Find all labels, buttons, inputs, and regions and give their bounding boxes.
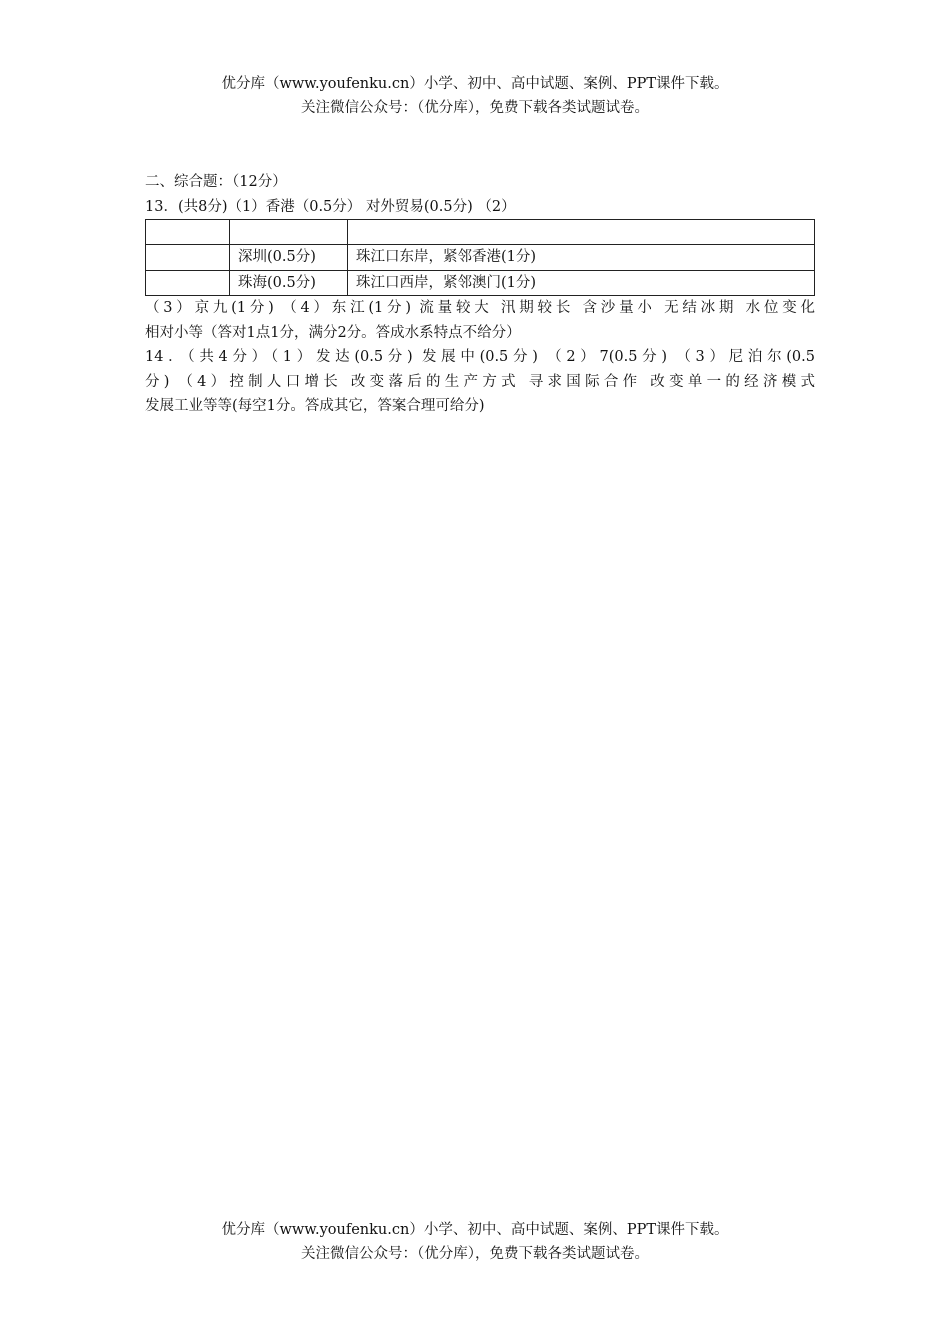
answer-content <box>145 170 815 419</box>
table-row <box>146 270 815 296</box>
table-cell <box>146 270 230 296</box>
q13-answer-table <box>145 219 815 296</box>
header-line-2: 关注微信公众号：（优分库），免费下载各类试题试卷。 <box>301 100 649 116</box>
table-cell <box>348 220 815 245</box>
table-cell: 珠海(0.5分) <box>230 270 348 296</box>
table-cell <box>146 245 230 271</box>
q13-answer-line-3b: 相对小等（答对1点1分，满分2分。答成水系特点不给分） <box>145 324 521 341</box>
table-cell: 珠江口东岸，紧邻香港(1分) <box>348 245 815 271</box>
q13-intro: 13．(共8分)（1）香港（0.5分） 对外贸易(0.5分) （2） <box>145 198 516 215</box>
table-row <box>146 220 815 245</box>
q13-answer-line-3a: （3）京九(1分) （4）东江(1分) 流量较大 汛期较长 含沙量小 无结冰期 水位变化 <box>145 300 815 316</box>
table-cell: 深圳(0.5分) <box>230 245 348 271</box>
q14-answer-line-3: 发展工业等等(每空1分。答成其它，答案合理可给分) <box>145 398 485 414</box>
table-row <box>146 245 815 271</box>
q14-answer-line-2: 分) （4）控制人口增长 改变落后的生产方式 寻求国际合作 改变单一的经济模式 <box>145 373 815 390</box>
table-cell <box>146 220 230 245</box>
header-line-1: 优分库（www.youfenku.cn）小学、初中、高中试题、案例、PPT课件下载。 <box>221 76 729 92</box>
page-footer <box>0 1218 950 1266</box>
table-cell: 珠江口西岸，紧邻澳门(1分) <box>348 270 815 296</box>
footer-line-1: 优分库（www.youfenku.cn）小学、初中、高中试题、案例、PPT课件下载。 <box>221 1222 729 1238</box>
section-title: 二、综合题：（12分） <box>145 174 287 190</box>
footer-line-2: 关注微信公众号：（优分库），免费下载各类试题试卷。 <box>301 1246 649 1262</box>
table-cell <box>230 220 348 245</box>
q14-answer-line-1: 14．（共4分）（1）发达(0.5分) 发展中(0.5分) （2）7(0.5分) （3）尼泊尔(0.5 <box>145 349 815 365</box>
page-header <box>0 72 950 120</box>
